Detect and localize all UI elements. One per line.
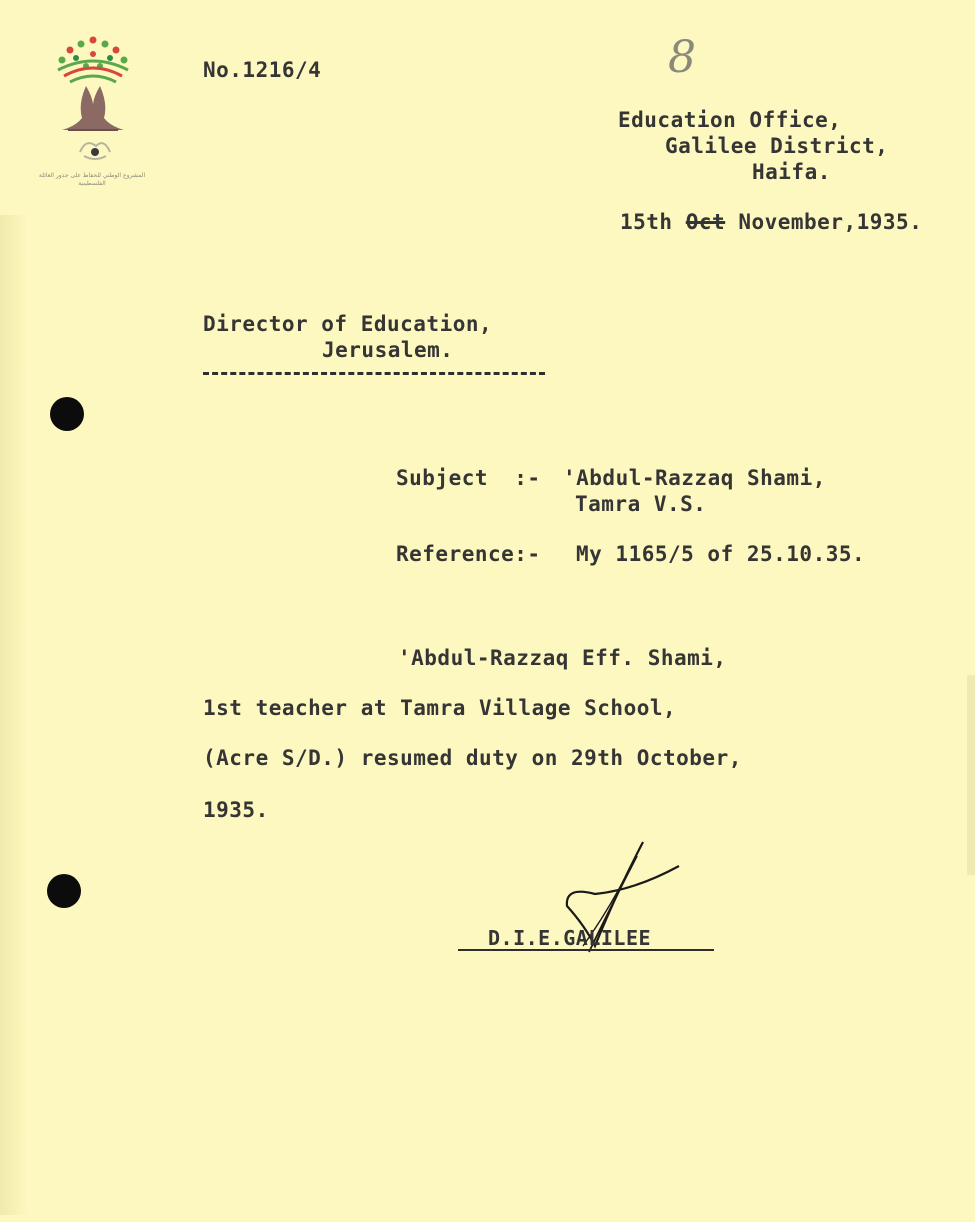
- recipient-line-2: Jerusalem.: [322, 338, 454, 362]
- family-tree-logo-icon: [48, 34, 138, 194]
- body-line-3: (Acre S/D.) resumed duty on 29th October,: [203, 746, 742, 770]
- punch-hole-bottom: [47, 874, 81, 908]
- date-rest: November,1935.: [738, 210, 923, 234]
- date-struck: Oct: [685, 210, 726, 234]
- letter-date: [620, 210, 922, 234]
- reference-label: Reference:-: [396, 542, 541, 566]
- body-line-2: 1st teacher at Tamra Village School,: [203, 696, 677, 720]
- body-line-4: 1935.: [203, 798, 269, 822]
- punch-hole-top: [50, 397, 84, 431]
- subject-label: Subject :-: [396, 466, 541, 490]
- paper-edge-shadow: [0, 215, 28, 1215]
- sender-line-3: Haifa.: [752, 160, 831, 184]
- sender-line-2: Galilee District,: [665, 134, 889, 158]
- subject-line-2: Tamra V.S.: [575, 492, 707, 516]
- sender-line-1: Education Office,: [618, 108, 842, 132]
- recipient-underline: [203, 372, 545, 375]
- reference-number: No.1216/4: [203, 58, 322, 82]
- date-day: 15th: [620, 210, 673, 234]
- signature-block: D.I.E.GALILEE: [488, 926, 652, 950]
- recipient-line-1: Director of Education,: [203, 312, 493, 336]
- reference-value: My 1165/5 of 25.10.35.: [576, 542, 866, 566]
- folio-number-text: 8: [668, 32, 696, 83]
- paper-edge-shadow-right: [967, 675, 975, 875]
- logo-caption: المشروع الوطني للحفاظ على جذور العائلة الفلسطينية: [38, 172, 146, 187]
- folio-number-mark: [664, 28, 704, 84]
- signature-underline: [458, 949, 714, 951]
- subject-line-1: 'Abdul-Razzaq Shami,: [563, 466, 826, 490]
- body-line-1: 'Abdul-Razzaq Eff. Shami,: [398, 646, 727, 670]
